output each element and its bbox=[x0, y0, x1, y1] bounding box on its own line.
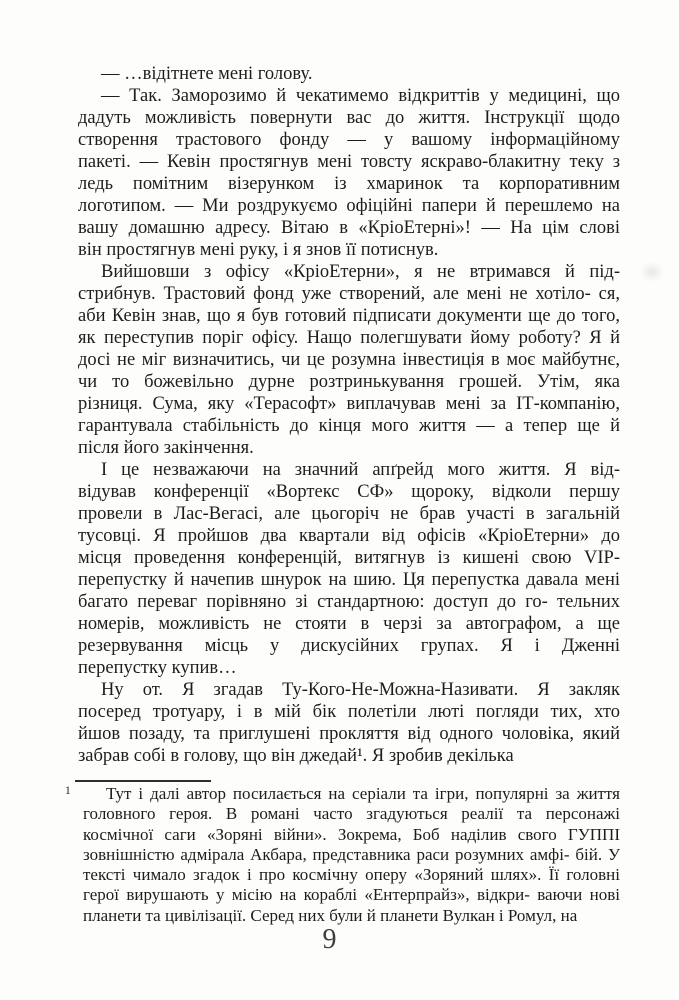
text-line: йшов позаду, та приглушені прокляття від одного чоловіка, який bbox=[78, 724, 620, 744]
text-line: він простягнув мені руку, і я знов її потиснув. bbox=[78, 240, 439, 260]
text-line: ледь помітним візерунком із хмаринок та корпоративним bbox=[78, 174, 620, 194]
footnote bbox=[65, 784, 620, 926]
text-line: дадуть можливість повернути вас до життя. Інструкції щодо bbox=[78, 108, 620, 128]
body-text bbox=[78, 63, 620, 767]
text-line: аби Кевін знав, що я був готовий підписати документи ще до того, bbox=[78, 306, 620, 326]
text-line: гарантувала стабільність до кінця мого життя — а тепер ще й bbox=[78, 416, 620, 436]
text-line: після його закінчення. bbox=[78, 438, 254, 458]
footnote-separator bbox=[75, 780, 211, 782]
text-line: головного героя. В романі часто згадуються реалії та персонажі bbox=[83, 804, 620, 824]
text-line: логотипом. — Ми роздрукуємо офіційні папери й перешлемо на bbox=[78, 196, 620, 216]
text-line: провели в Лас-Вегасі, але цьогоріч не брав участі в загальній bbox=[78, 504, 620, 524]
text-line: — …відітнете мені голову. bbox=[101, 64, 313, 84]
text-line: посеред тротуару, і в мій бік полетіли люті погляди тих, хто bbox=[78, 702, 620, 722]
footnote-text bbox=[83, 784, 620, 926]
text-line: Тут і далі автор посилається на серіали та ігри, популярні за життя bbox=[106, 784, 620, 803]
text-line: різниця. Сума, яку «Терасофт» виплачував мені за ІТ-компанію, bbox=[78, 394, 620, 414]
text-line: Вийшовши з офісу «КріоЕтерни», я не втримався й під- bbox=[101, 262, 620, 282]
footnote-marker: 1 bbox=[65, 785, 71, 797]
text-line: створення трастового фонду — у вашому інформаційному bbox=[78, 130, 620, 150]
paragraph bbox=[78, 63, 620, 85]
text-line: тексті чимало згадок і про космічну оперу «Зоряний шлях». Її головні bbox=[83, 865, 620, 885]
paragraph bbox=[78, 459, 620, 679]
text-line: пакеті. — Кевін простягнув мені товсту яскраво-блакитну теку з bbox=[78, 152, 620, 172]
text-line: перепустку й начепив шнурок на шию. Ця перепустка давала мені bbox=[78, 570, 620, 590]
page-number: 9 bbox=[322, 924, 337, 955]
paragraph bbox=[78, 261, 620, 459]
text-line: відував конференції «Вортекс СФ» щороку, відколи першу bbox=[78, 482, 620, 502]
text-line: — Так. Заморозимо й чекатимемо відкриттів у медицині, що bbox=[101, 86, 620, 106]
text-line: перепустку купив… bbox=[78, 658, 237, 678]
text-line: місця проведення конференцій, витягнув із кишені свою VIP- bbox=[78, 548, 620, 568]
text-line: вашу домашню адресу. Вітаю в «КріоЕтерні»! — На цім слові bbox=[78, 218, 620, 238]
text-line: чи то божевільно дурне розтринькування грошей. Утім, яка bbox=[78, 372, 620, 392]
text-line: Ну от. Я згадав Ту-Кого-Не-Можна-Називати. Я закляк bbox=[101, 680, 620, 700]
text-line: досі не міг визначитись, чи це розумна інвестиція в моє майбутнє, bbox=[78, 350, 620, 370]
text-line: зовнішністю адмірала Акбара, представника раси розумних амфі- бій. У bbox=[83, 844, 620, 864]
text-line: герої вирушають у місію на кораблі «Ентерпрайз», відкри- ваючи нові bbox=[83, 885, 620, 905]
paragraph bbox=[78, 85, 620, 261]
text-line: багато переваг порівняно зі стандартною: доступ до го- тельних bbox=[78, 592, 620, 612]
text-line: забрав собі в голову, що він джедай¹. Я зробив декілька bbox=[78, 746, 514, 766]
text-line: стрибнув. Трастовий фонд уже створений, але мені не хотіло- ся, bbox=[78, 284, 620, 304]
paragraph bbox=[78, 679, 620, 767]
text-line: резервування місць у дискусійних групах. Я і Дженні bbox=[78, 636, 620, 656]
text-line: тусовці. Я пройшов два квартали від офісів «КріоЕтерни» до bbox=[78, 526, 620, 546]
scan-artifact bbox=[640, 262, 664, 282]
text-line: космічної саги «Зоряні війни». Зокрема, Боб наділив свого ГУППІ bbox=[83, 824, 620, 844]
text-line: планети та цивілізації. Серед них були й планети Вулкан і Ромул, на bbox=[83, 905, 578, 925]
text-line: як переступив поріг офісу. Нащо полегшувати йому роботу? Я й bbox=[78, 328, 620, 348]
text-line: І це незважаючи на значний апґрейд мого життя. Я від- bbox=[101, 460, 620, 480]
text-line: номерів, можливість не стояти в черзі за автографом, а ще bbox=[78, 614, 620, 634]
